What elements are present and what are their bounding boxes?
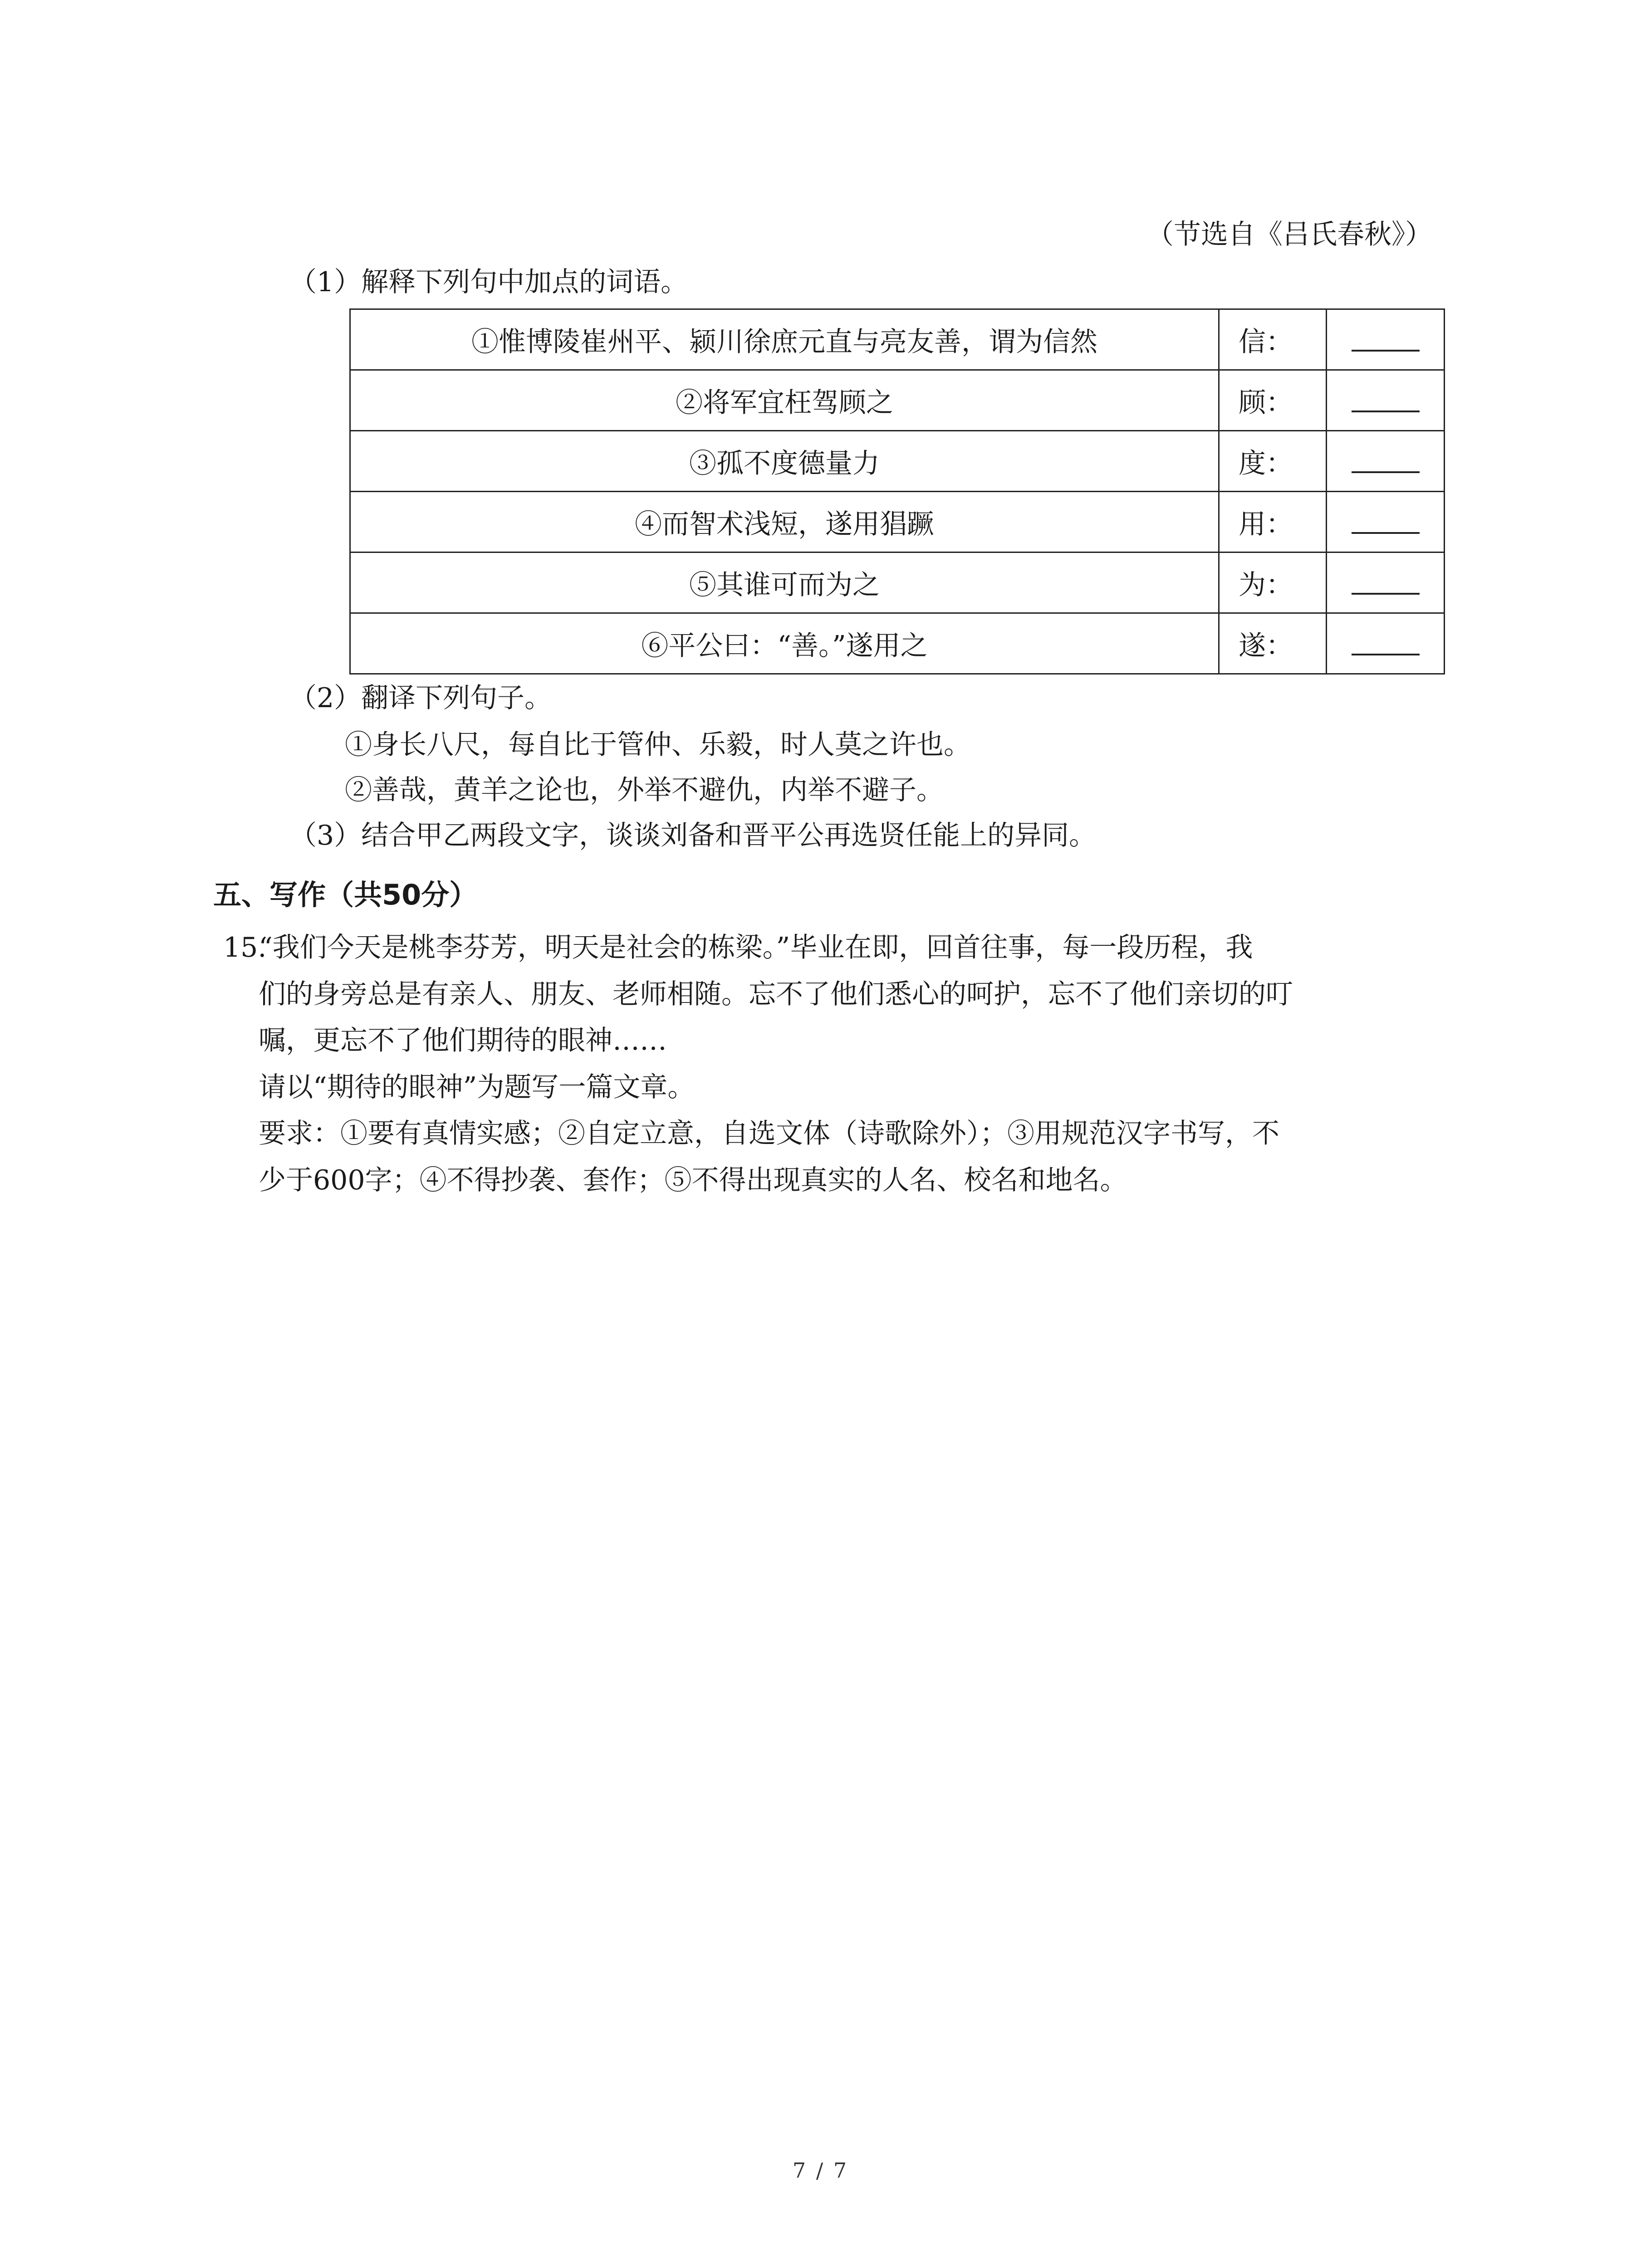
answer-blank-cell[interactable] — [1327, 431, 1445, 492]
vocab-row — [350, 309, 1445, 370]
answer-blank-cell[interactable] — [1327, 552, 1445, 613]
writing-prompt-line-2: 们的身旁总是有亲人、朋友、老师相随。忘不了他们悉心的呵护，忘不了他们亲切的叮 — [259, 978, 1293, 1010]
answer-blank-line[interactable] — [1352, 392, 1420, 412]
vocab-target-word: 遂： — [1219, 613, 1327, 674]
writing-requirements-line-2: 少于600字；④不得抄袭、套作；⑤不得出现真实的人名、校名和地名。 — [259, 1164, 1127, 1196]
section-heading-writing: 五、写作（共50分） — [213, 878, 478, 911]
answer-blank-line[interactable] — [1352, 635, 1420, 655]
vocab-target-word: 顾： — [1219, 370, 1327, 431]
question-number-15: 15. — [223, 932, 267, 963]
vocab-row — [350, 613, 1445, 674]
page-number: 7 / 7 — [792, 2158, 849, 2183]
answer-blank-line[interactable] — [1352, 453, 1420, 473]
vocabulary-table — [349, 308, 1445, 675]
vocab-sentence: ①惟博陵崔州平、颍川徐庶元直与亮友善，谓为信然 — [350, 309, 1219, 370]
vocab-target-word: 信： — [1219, 309, 1327, 370]
vocab-sentence: ③孤不度德量力 — [350, 431, 1219, 492]
answer-blank-line[interactable] — [1352, 332, 1420, 352]
writing-prompt-line-3: 嘱，更忘不了他们期待的眼神…… — [259, 1025, 667, 1056]
question-2-prompt: （2）翻译下列句子。 — [289, 682, 552, 714]
writing-prompt-line-1: “我们今天是桃李芬芳，明天是社会的栋梁。”毕业在即，回首往事，每一段历程，我 — [259, 932, 1253, 963]
answer-blank-line[interactable] — [1352, 514, 1420, 534]
translation-item-2: ②善哉，黄羊之论也，外举不避仇，内举不避子。 — [345, 774, 944, 806]
answer-blank-cell[interactable] — [1327, 492, 1445, 552]
vocab-row — [350, 552, 1445, 613]
question-3-prompt: （3）结合甲乙两段文字，谈谈刘备和晋平公再选贤任能上的异同。 — [289, 820, 1097, 851]
writing-requirements-line-1: 要求：①要有真情实感；②自定立意，自选文体（诗歌除外）；③用规范汉字书写，不 — [259, 1118, 1279, 1149]
vocab-sentence: ②将军宜枉驾顾之 — [350, 370, 1219, 431]
vocab-target-word: 用： — [1219, 492, 1327, 552]
vocab-sentence: ④而智术浅短，遂用猖蹶 — [350, 492, 1219, 552]
vocab-sentence: ⑥平公曰：“善。”遂用之 — [350, 613, 1219, 674]
vocab-target-word: 度： — [1219, 431, 1327, 492]
writing-title-instruction: 请以“期待的眼神”为题写一篇文章。 — [259, 1071, 695, 1103]
answer-blank-cell[interactable] — [1327, 309, 1445, 370]
answer-blank-line[interactable] — [1352, 575, 1420, 595]
vocab-row — [350, 431, 1445, 492]
answer-blank-cell[interactable] — [1327, 613, 1445, 674]
vocab-target-word: 为： — [1219, 552, 1327, 613]
question-1-prompt: （1）解释下列句中加点的词语。 — [289, 266, 688, 298]
vocab-sentence: ⑤其谁可而为之 — [350, 552, 1219, 613]
vocab-row — [350, 370, 1445, 431]
answer-blank-cell[interactable] — [1327, 370, 1445, 431]
vocab-row — [350, 492, 1445, 552]
source-citation: （节选自《吕氏春秋》） — [1146, 219, 1432, 250]
translation-item-1: ①身长八尺，每自比于管仲、乐毅，时人莫之许也。 — [345, 729, 971, 761]
